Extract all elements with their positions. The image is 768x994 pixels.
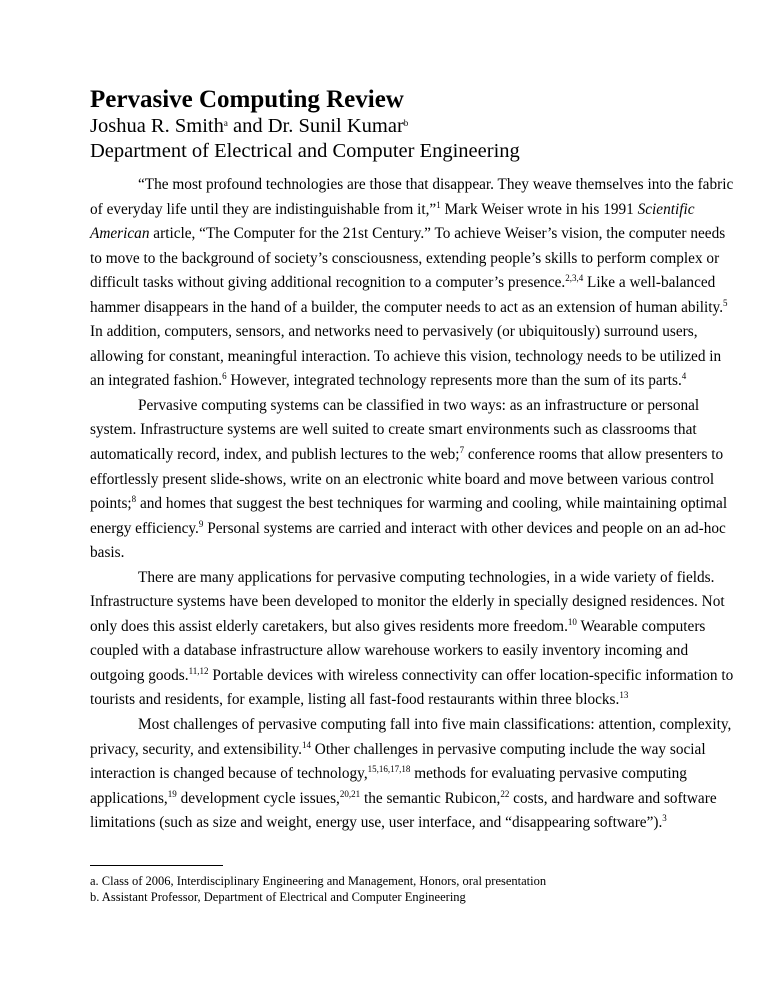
text-run: effortlessly present slide-shows, write on an electronic white board and move between various control	[90, 470, 715, 488]
text-run: energy efficiency.	[90, 519, 199, 537]
text-run: Like a well-balanced	[583, 274, 716, 292]
footnote-b: b. Assistant Professor, Department of Electrical and Computer Engineering	[90, 890, 466, 904]
department: Department of Electrical and Computer Engineering	[90, 140, 520, 162]
text-run: the semantic Rubicon,	[360, 789, 501, 807]
author-block	[90, 114, 520, 164]
text-run: basis.	[90, 544, 125, 562]
footnote-mark: a	[223, 118, 228, 128]
text-run: conference rooms that allow presenters to	[464, 446, 724, 464]
text-line	[90, 173, 734, 198]
text-run: development cycle issues,	[176, 789, 340, 807]
text-run: automatically record, index, and publish lectures to the web;	[90, 446, 460, 464]
footnotes	[90, 873, 546, 905]
text-run: limitations (such as size and weight, energy use, user interface, and “disappearing software”).	[90, 814, 663, 832]
citation-superscript: 1	[436, 199, 441, 210]
text-line	[90, 615, 706, 640]
text-run: to move to the background of society’s consciousness, extending people’s skills to perform complex or	[90, 249, 720, 267]
text-run: difficult tasks without giving additional recognition to a computer’s presence.	[90, 274, 566, 292]
authors-line	[90, 114, 520, 139]
text-run: “The most profound technologies are those that disappear. They weave themselves into the fabric	[138, 176, 734, 193]
text-line	[90, 198, 695, 223]
text-run: an integrated fashion.	[90, 372, 223, 390]
citation-superscript: 11,12	[188, 665, 209, 676]
text-run: Other challenges in pervasive computing include the way social	[310, 740, 706, 758]
text-line	[90, 762, 687, 787]
text-line	[90, 688, 678, 713]
text-line	[90, 492, 728, 517]
text-run: outgoing goods.	[90, 666, 189, 684]
text-line	[90, 271, 716, 296]
citation-superscript: 20,21	[339, 788, 361, 799]
text-line	[90, 296, 728, 321]
text-line	[90, 247, 720, 272]
document-title: Pervasive Computing Review	[90, 86, 404, 113]
text-run: Mark Weiser wrote in his 1991	[440, 200, 638, 218]
body-text	[90, 173, 734, 836]
text-line	[90, 418, 697, 443]
text-line	[90, 394, 700, 419]
text-line	[90, 738, 706, 763]
author-name: Joshua R. Smith	[90, 115, 224, 137]
citation-superscript: 5	[723, 297, 728, 308]
text-run: Personal systems are carried and interact with other devices and people on an ad-hoc	[203, 519, 726, 537]
text-line	[90, 369, 687, 394]
text-line	[90, 639, 689, 664]
text-run: interaction is changed because of technology,	[90, 765, 368, 783]
text-run: However, integrated technology represents more than the sum of its parts.	[226, 372, 682, 390]
text-line	[90, 345, 722, 370]
citation-superscript: 6	[222, 371, 227, 382]
text-line	[90, 517, 726, 542]
text-line	[90, 787, 717, 812]
text-run: hammer disappears in the hand of a builder, the computer needs to act as an extension of human ability.	[90, 298, 724, 316]
text-run: system. Infrastructure systems are well suited to create smart environments such as classrooms that	[90, 421, 697, 439]
citation-superscript: 10	[567, 616, 577, 627]
citation-superscript: 13	[619, 690, 629, 701]
text-run: article, “The Computer for the 21st Century.” To achieve Weiser’s vision, the computer needs	[149, 225, 726, 243]
text-line	[90, 468, 715, 493]
footnote-divider	[90, 865, 223, 866]
text-run: and homes that suggest the best techniques for warming and cooling, while maintaining optimal	[136, 495, 728, 513]
citation-superscript: 15,16,17,18	[367, 764, 411, 775]
citation-superscript: 8	[131, 494, 137, 505]
text-run: allowing for constant, meaningful interaction. To achieve this vision, technology needs to be utilized in	[90, 347, 722, 365]
text-run: points;	[90, 495, 132, 513]
citation-superscript: 22	[500, 788, 510, 799]
text-line	[90, 541, 678, 566]
text-run: Wearable computers	[576, 617, 706, 635]
citation-superscript: 2,3,4	[565, 273, 584, 284]
text-run: applications,	[90, 789, 168, 807]
footnote-a: a. Class of 2006, Interdisciplinary Engineering and Management, Honors, oral presentation	[90, 874, 547, 888]
text-line	[90, 590, 725, 615]
text-run: In addition, computers, sensors, and networks need to pervasively (or ubiquitously) surround users,	[90, 323, 698, 341]
author-name: and Dr. Sunil Kumar	[227, 115, 404, 137]
citation-superscript: 19	[167, 788, 177, 799]
text-run: only does this assist elderly caretakers, but also gives residents more freedom.	[90, 617, 568, 635]
text-line	[90, 713, 732, 738]
text-line	[90, 443, 724, 468]
citation-superscript: 14	[301, 739, 311, 750]
text-line	[90, 320, 698, 345]
text-run: of everyday life until they are indistinguishable from it,”	[90, 200, 437, 218]
citation-superscript: 3	[662, 813, 667, 824]
text-line	[90, 811, 678, 836]
text-run: There are many applications for pervasive computing technologies, in a wide variety of fields.	[138, 568, 715, 586]
text-run: Infrastructure systems have been developed to monitor the elderly in specially designed residences. Not	[90, 593, 725, 611]
text-run: tourists and residents, for example, listing all fast-food restaurants within three blocks.	[90, 691, 620, 709]
text-run: Pervasive computing systems can be classified in two ways: as an infrastructure or personal	[138, 396, 700, 414]
text-run: Portable devices with wireless connectivity can offer location-specific information to	[208, 666, 734, 684]
text-run: American	[90, 225, 150, 243]
citation-superscript: 9	[198, 518, 204, 529]
text-run: coupled with a database infrastructure allow warehouse workers to easily inventory incoming and	[90, 642, 689, 660]
citation-superscript: 7	[459, 445, 465, 456]
text-run: methods for evaluating pervasive computing	[410, 765, 687, 783]
text-run: privacy, security, and extensibility.	[90, 740, 302, 758]
citation-superscript: 4	[681, 371, 687, 382]
text-run: costs, and hardware and software	[509, 789, 717, 807]
text-line	[90, 664, 734, 689]
text-run: Scientific	[637, 200, 695, 218]
footnote-mark: b	[403, 118, 409, 128]
text-line	[90, 222, 726, 247]
text-run: Most challenges of pervasive computing fall into five main classifications: attention, complexity,	[138, 716, 732, 734]
text-line	[90, 566, 715, 591]
